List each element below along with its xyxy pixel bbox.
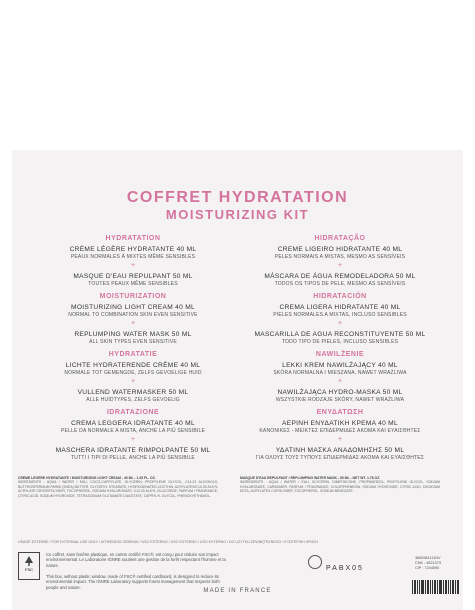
ref-ean: 3665381111NV	[415, 556, 441, 560]
fsc-label: FSC	[25, 567, 33, 572]
product-name: REPLUMPING WATER MASK 50 ML	[74, 331, 192, 338]
left-column	[33, 230, 233, 462]
product-desc: NORMALE TOT GEMENGDE, ZELFS GEVOELIGE HUID	[64, 370, 202, 376]
ref-cip: CIP : 7244590	[415, 566, 440, 571]
eco-text-en: This box, without plastic window, made of FSC® certified cardboard, is designed to reduce its environmental impact. The IGNRE Laboratory supports forest management that respects both people and nature.	[46, 574, 220, 590]
product-desc: ΚΑΝΟΝΙΚΕΣ - ΜΕΙΚΤΕΣ ΕΠΙΔΕΡΜΙΔΕΣ ΑΚΟΜΑ ΚΑΙ ΕΥΑΙΣΘΗΤΕΣ	[259, 428, 421, 434]
product-name: CREMA LIGERA HIDRATANTE 40 ML	[279, 304, 401, 311]
lang-block	[33, 408, 233, 462]
lang-block	[240, 234, 440, 288]
ref-cnk: CNK : 4521373	[415, 561, 441, 566]
product-name: MASCHERA IDRATANTE RIMPOLPANTE 50 ML	[55, 447, 211, 454]
product-name: LEKKI KREM NAWILŻAJĄCY 40 ML	[282, 362, 398, 369]
plus-icon: +	[130, 262, 136, 269]
ingredients-title: CRÈME LÉGÈRE HYDRATANTE / MOISTURIZING LIGHT CREAM - 40 ML - 1.35 FL. OZ.	[18, 476, 156, 480]
product-desc: TODOS OS TIPOS DE PELE, MESMO AS SENSÍVEIS	[274, 281, 406, 287]
product-refs	[415, 556, 441, 572]
product-desc: TODO TIPO DE PIELES, INCLUSO SENSIBLES	[281, 339, 399, 345]
lang-heading: HIDRATAÇÃO	[314, 235, 366, 242]
kit-title: COFFRET HYDRATATION	[126, 189, 349, 206]
product-desc: SKÓRA NORMALNA I MIESZANA, NAWET WRAŻLIWA	[273, 370, 407, 376]
ingredients-title: MASQUE D'EAU REPULPANT / REPLUMPING WATER MASK - 50 ML - NET WT. 1.76 OZ.	[240, 476, 381, 480]
product-desc: ΓΙΑ ΟΛΟΥΣ ΤΟΥΣ ΤΥΠΟΥΣ ΕΠΙΔΕΡΜΙΔΑΣ ΑΚΟΜΑ ΚΑΙ ΕΥΑΙΣΘΗΤΕΣ	[255, 455, 425, 461]
lang-heading: HIDRATACIÓN	[313, 293, 367, 300]
ingredients-left	[18, 476, 218, 538]
product-name: VULLEND WATERMASKER 50 ML	[77, 389, 189, 396]
plus-icon: +	[130, 436, 136, 443]
plus-icon: +	[130, 378, 136, 385]
product-name: NAWILŻAJĄCA HYDRO-MASKA 50 ML	[277, 389, 403, 396]
made-in-label: MADE IN FRANCE	[203, 588, 272, 594]
product-desc: ALL SKIN TYPES EVEN SENSITIVE	[89, 339, 177, 345]
plus-icon: +	[337, 378, 343, 385]
lang-heading: MOISTURIZATION	[99, 293, 167, 300]
recycle-icon	[308, 555, 322, 569]
product-name: CRÈME LÉGÈRE HYDRATANTE 40 ML	[69, 246, 197, 253]
right-column	[240, 230, 440, 462]
lang-heading: ΕΝΥΔΑΤΩΣΗ	[316, 409, 364, 416]
product-name: MASQUE D'EAU REPULPANT 50 ML	[73, 273, 193, 280]
plus-icon: +	[130, 320, 136, 327]
plus-icon: +	[337, 262, 343, 269]
lang-block	[240, 350, 440, 404]
lang-block	[33, 292, 233, 346]
usage-notice: USAGE EXTERNE / FOR EXTERNAL USE ONLY / UITWENDIG GEBRUIK / USO ESTERNO / USO EXTERNO / USO EXTERNO / DO UŻYTKU ZEWNĘTRZNEGO / ΕΞΩΤΕΡΙΚΗ ΧΡΗΣΗ	[18, 540, 318, 544]
fsc-logo	[18, 552, 40, 580]
product-code: PABX05	[326, 565, 364, 572]
lang-block	[33, 234, 233, 288]
plus-icon: +	[337, 436, 343, 443]
ingredients-right	[240, 476, 440, 528]
product-name: CREMA LEGGERA IDRATANTE 40 ML	[71, 420, 195, 427]
product-name: ΑΕΡΙΝΗ ΕΝΥΔΑΤΙΚΗ ΚΡΕΜΑ 40 ML	[282, 420, 398, 427]
ingredients-text: INGREDIENTS : AQUA / WATER / EAU, COCO-CAPRYLATE, GLYCERIN, PROPYLENE GLYCOL, C14-22 ALCOHOLS, BUTYROSPERMUM PARKII (SHEA) BUTTER, GLYCERYL STEARATE, HYDROGENATED LECITHIN, ACRYLATES/C10-30 ALKYL ACRYLATE CROSSPOLYMER, TOCOPHEROL, SODIUM HYALURONATE, C12-20 ALKYL GLUCOSIDE, PARFUM / FRAGRANCE, CITRIC ACID, SODIUM HYDROXIDE, TETRASODIUM GLUTAMATE DIACETATE, CAPRYLYL GLYCOL, PHENOXYETHANOL.	[18, 480, 218, 498]
product-desc: ALLE HUIDTYPES, ZELFS GEVOELIG	[86, 397, 180, 403]
lang-block	[240, 408, 440, 462]
lang-heading: HYDRATATION	[105, 235, 161, 242]
plus-icon: +	[337, 320, 343, 327]
product-desc: TUTTI I TIPI DI PELLE, ANCHE LA PIÙ SENSIBILE	[71, 455, 195, 461]
product-desc: WSZYSTKIE RODZAJE SKÓRY, NAWET WRAŻLIWA	[275, 397, 405, 403]
lang-heading: NAWILŻENIE	[315, 351, 365, 358]
product-desc: PELLE DA NORMALE A MISTA, ANCHE LA PIÙ SENSIBILE	[60, 428, 205, 434]
product-name: LICHTE HYDRATERENDE CRÈME 40 ML	[65, 362, 201, 369]
product-desc: PIELES NORMALES A MIXTAS, INCLUSO SENSIBLES	[273, 312, 407, 318]
product-name: CREME LIGEIRO HIDRATANTE 40 ML	[277, 246, 403, 253]
lang-block	[240, 292, 440, 346]
lang-block	[33, 350, 233, 404]
lang-heading: HYDRATATIE	[108, 351, 158, 358]
eco-text-fr: Ce coffret, sans fenêtre plastique, en carton certifié FSC®, est conçu pour réduire son impact environnemental. Le Laboratoire IGNRE soutient une gestion de la forêt respectant l'homme et la nature.	[46, 552, 226, 568]
product-name: ΥΔΑΤΙΝΗ ΜΑΣΚΑ ΑΝΑΔΟΜΗΣΗΣ 50 ML	[275, 447, 405, 454]
product-desc: TOUTES PEAUX MÊME SENSIBLES	[88, 281, 178, 287]
kit-subtitle: MOISTURIZING KIT	[165, 207, 310, 222]
tree-icon	[23, 555, 35, 567]
product-name: MÁSCARA DE ÁGUA REMODELADORA 50 ML	[264, 273, 416, 280]
product-name: MOISTURIZING LIGHT CREAM 40 ML	[71, 304, 195, 311]
product-desc: PELES NORMAIS A MISTAS, MESMO AS SENSÍVEIS	[274, 254, 406, 260]
ingredients-text: INGREDIENTS : AQUA / WATER / EAU, GLYCERIN, DIMETHICONE, PROPANEDIOL, PENTYLENE GLYCOL, SODIUM HYALURONATE, CARBOMER, PARFUM / FRAGRANCE, CHLORPHENESIN, SODIUM HYDROXIDE, CITRIC ACID, DISODIUM EDTA, ACRYLATES COPOLYMER, TOCOPHEROL, SODIUM BENZOATE.	[240, 480, 440, 494]
product-desc: NORMAL TO COMBINATION SKIN EVEN SENSITIVE	[68, 312, 198, 318]
product-name: MASCARILLA DE AGUA RECONSTITUYENTE 50 ML	[254, 331, 426, 338]
lang-heading: IDRATAZIONE	[106, 409, 160, 416]
product-desc: PEAUX NORMALES À MIXTES MÊME SENSIBLES	[70, 254, 196, 260]
